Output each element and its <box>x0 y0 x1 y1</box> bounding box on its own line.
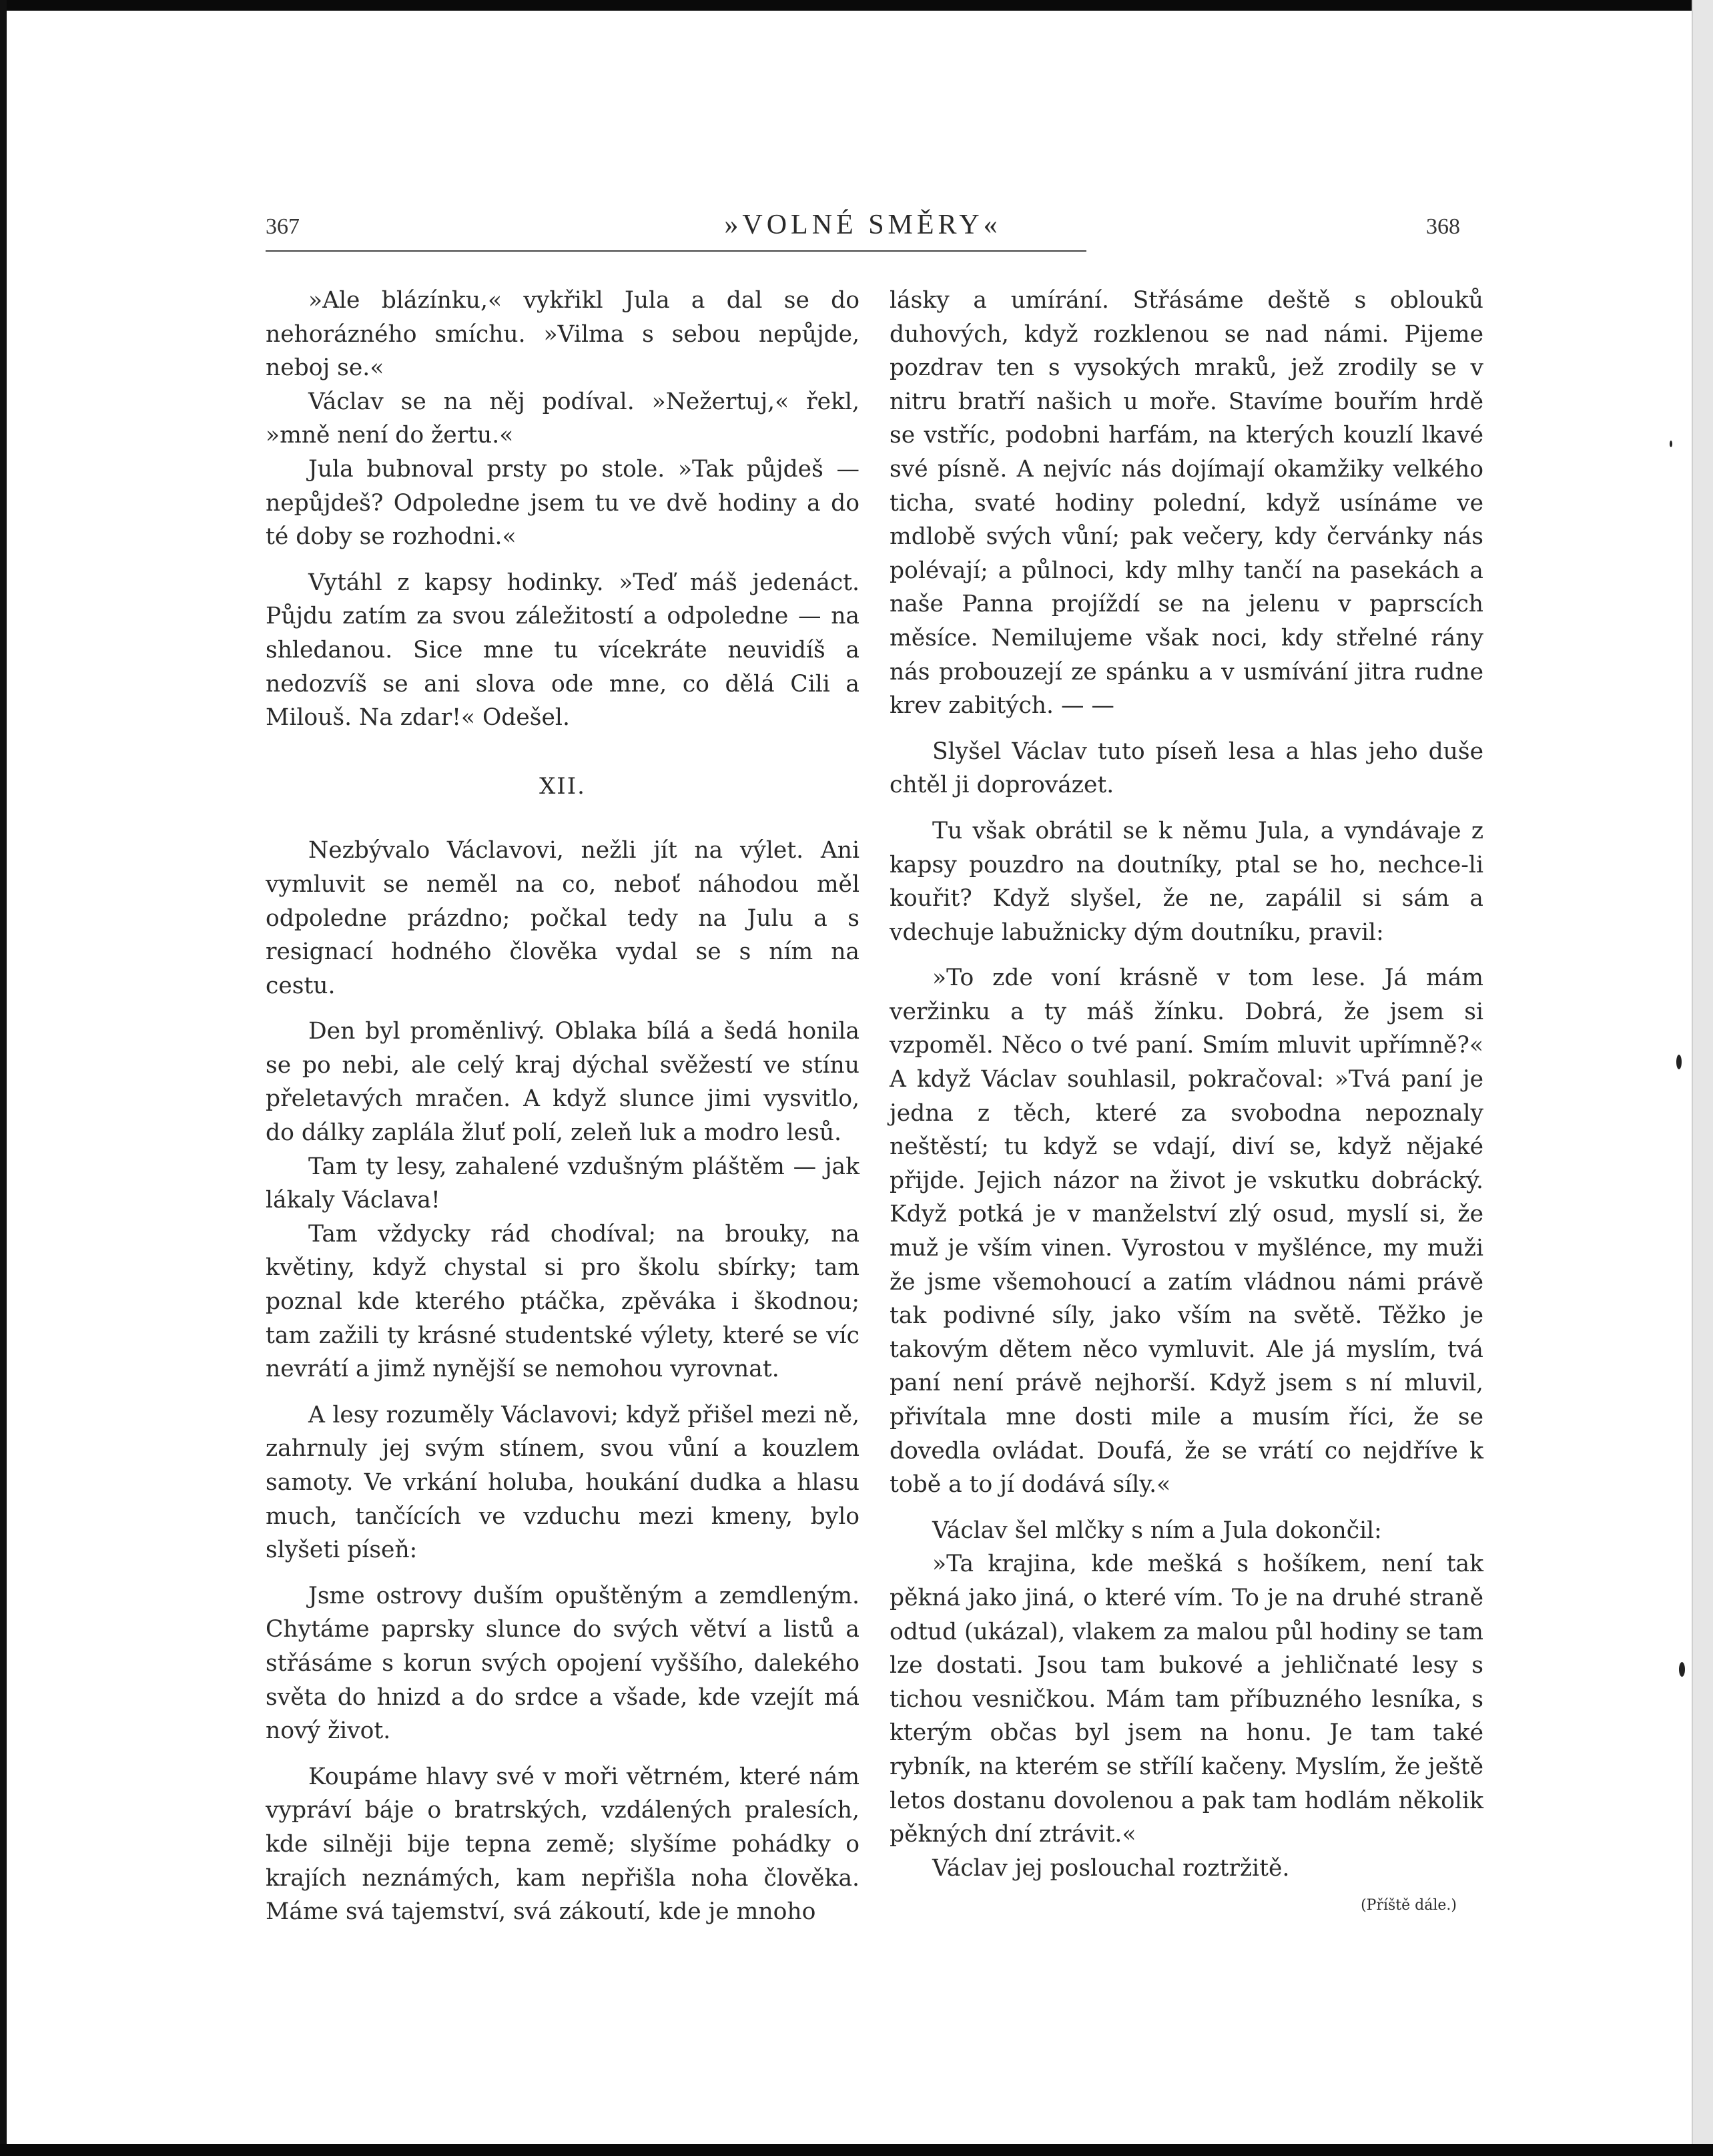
scan-border-right <box>1692 0 1713 2156</box>
paragraph: Nezbývalo Václavovi, nežli jít na výlet. Ani vymluvit se neměl na co, neboť náhodou měl odpoledne prázdno; počkal tedy na Julu a s resignací hodného člověka vydal se s ním na cestu. <box>266 837 860 999</box>
paragraph: Tam ty lesy, zahalené vzdušným pláštěm — jak lákaly Václava! <box>266 1153 860 1214</box>
paragraph: Jsme ostrovy duším opuštěným a zemdleným. Chytáme paprsky slunce do svých větví a listů a střásáme s korun svých opojení vyššího, dalekého světa do hnizd a do srdce a všade, kde vzejít má nový život. <box>266 1582 860 1745</box>
continued-note: (Příště dále.) <box>1361 1897 1457 1914</box>
paragraph: lásky a umírání. Střásáme deště s oblouků duhových, když rozklenou se nad námi. Pijeme pozdrav ten s vysokých mraků, jež zrodily se v nitru bratří našich u moře. Stavíme bouřím hrdě se vstříc, podobni harfám, na kterých kouzlí lkavé své písně. A nejvíc nás dojímají okamžiky velkého ticha, svaté hodiny polední, když usínáme ve mdlobě svých vůní; pak večery, kdy červánky nás polévají; a půlnoci, kdy mlhy tančí na pasekách a naše Panna projíždí se na jelenu v paprscích měsíce. Nemilujeme však noci, kdy střelné rány nás probouzejí ze spánku a v usmívání jitra rudne krev zabitých. — — <box>890 287 1483 720</box>
paragraph: Tu však obrátil se k němu Jula, a vyndávaje z kapsy pouzdro na doutníky, ptal se ho, nechce-li kouřit? Když slyšel, že ne, zapálil si sám a vdechuje labužnicky dým doutníku, pravil: <box>890 817 1483 946</box>
paragraph: »To zde voní krásně v tom lese. Já mám veržinku a ty máš žínku. Dobrá, že jsem si vzpoměl. Něco o tvé paní. Smím mluvit upřímně?« A když Václav souhlasil, pokračoval: »Tvá paní je jedna z těch, které za svobodna nepoznaly neštěstí; tu když se vdají, diví se, když nějaké přijde. Jejich názor na život je vskutku dobrácký. Když potká je v manželství zlý osud, myslí si, že muž je vším vinen. Vyrostou v myšlénce, my muži že jsme všemohoucí a zatím vládnou námi právě tak podivné síly, jako vším na světě. Těžko je takovým dětem něco vymluvit. Ale já myslím, tvá paní není právě nejhorší. Když jsem s ní mluvil, přivítala mne dosti mile a musím říci, že se dovedla ovládat. Doufá, že se vrátí co nejdříve k tobě a to jí dodává síly.« <box>890 965 1483 1499</box>
journal-title: »VOLNÉ SMĚRY« <box>724 210 1002 240</box>
header-rule <box>266 250 1086 252</box>
paragraph: Václav jej poslouchal roztržitě. <box>932 1854 1290 1882</box>
page-number-right: 368 <box>1426 214 1460 239</box>
paragraph: »Ta krajina, kde mešká s hošíkem, není tak pěkná jako jiná, o které vím. To je na druhé straně odtud (ukázal), vlakem za malou půl hodiny se tam lze dostati. Jsou tam bukové a jehličnaté lesy s tichou vesničkou. Mám tam příbuzného lesníka, s kterým občas byl jsem na honu. Je tam také rybník, na kterém se střílí kačeny. Myslím, že ještě letos dostanu dovolenou a pak tam hodlám několik pěkných dní ztrávit.« <box>890 1551 1483 1848</box>
paragraph: Vytáhl z kapsy hodinky. »Teď máš jedenáct. Půjdu zatím za svou záležitostí a odpoledne — na shledanou. Sice mne tu vícekráte neuvidíš a nedozvíš se ani slova ode mne, co dělá Cili a Milouš. Na zdar!« Odešel. <box>266 569 860 732</box>
paragraph: Den byl proměnlivý. Oblaka bílá a šedá honila se po nebi, ale celý kraj dýchal svěžestí ve stínu přeletavých mračen. A když slunce jimi vysvitlo, do dálky zaplála žluť polí, zeleň luk a modro lesů. <box>266 1018 860 1147</box>
scan-border-top <box>0 0 1713 11</box>
scan-border-left <box>0 0 7 2156</box>
scan-speck <box>1679 1662 1685 1677</box>
scan-speck <box>1670 441 1672 447</box>
running-header <box>266 204 1460 238</box>
right-column <box>890 284 1483 1923</box>
chapter-heading: XII. <box>539 772 586 800</box>
paragraph: Koupáme hlavy své v moři větrném, které nám vypráví báje o bratrských, vzdálených pralesích, kde silněji bije tepna země; slyšíme pohádky o krajích neznámých, kam nepřišla noha člověka. Máme svá tajemství, svá zákoutí, kde je mnoho <box>266 1763 860 1926</box>
paragraph: Tam vždycky rád chodíval; na brouky, na květiny, když chystal si pro školu sbírky; tam poznal kde kterého ptáčka, zpěváka i škodnou; tam zažili ty krásné studentské výlety, které se víc nevrátí a jimž nynější se nemohou vyrovnat. <box>266 1220 860 1383</box>
paragraph: Václav se na něj podíval. »Nežertuj,« řekl, »mně není do žertu.« <box>266 388 860 449</box>
scan-border-bottom <box>0 2144 1713 2156</box>
paragraph: Jula bubnoval prsty po stole. »Tak půjdeš — nepůjdeš? Odpoledne jsem tu ve dvě hodiny a do té doby se rozhodni.« <box>266 455 860 551</box>
scan-speck <box>1676 1055 1682 1069</box>
paragraph: »Ale blázínku,« vykřikl Jula a dal se do nehorázného smíchu. »Vilma s sebou nepůjde, neboj se.« <box>266 287 860 382</box>
journal-page <box>266 204 1483 1926</box>
page-number-left: 367 <box>266 214 300 239</box>
paragraph: Slyšel Václav tuto píseň lesa a hlas jeho duše chtěl ji doprovázet. <box>890 738 1483 799</box>
paragraph: Václav šel mlčky s ním a Jula dokončil: <box>932 1517 1382 1544</box>
paragraph: A lesy rozuměly Václavovi; když přišel mezi ně, zahrnuly jej svým stínem, svou vůní a kouzlem samoty. Ve vrkání holuba, houkání dudka a hlasu much, tančících ve vzduchu mezi kmeny, bylo slyšeti píseň: <box>266 1401 860 1564</box>
left-column <box>266 284 860 1929</box>
